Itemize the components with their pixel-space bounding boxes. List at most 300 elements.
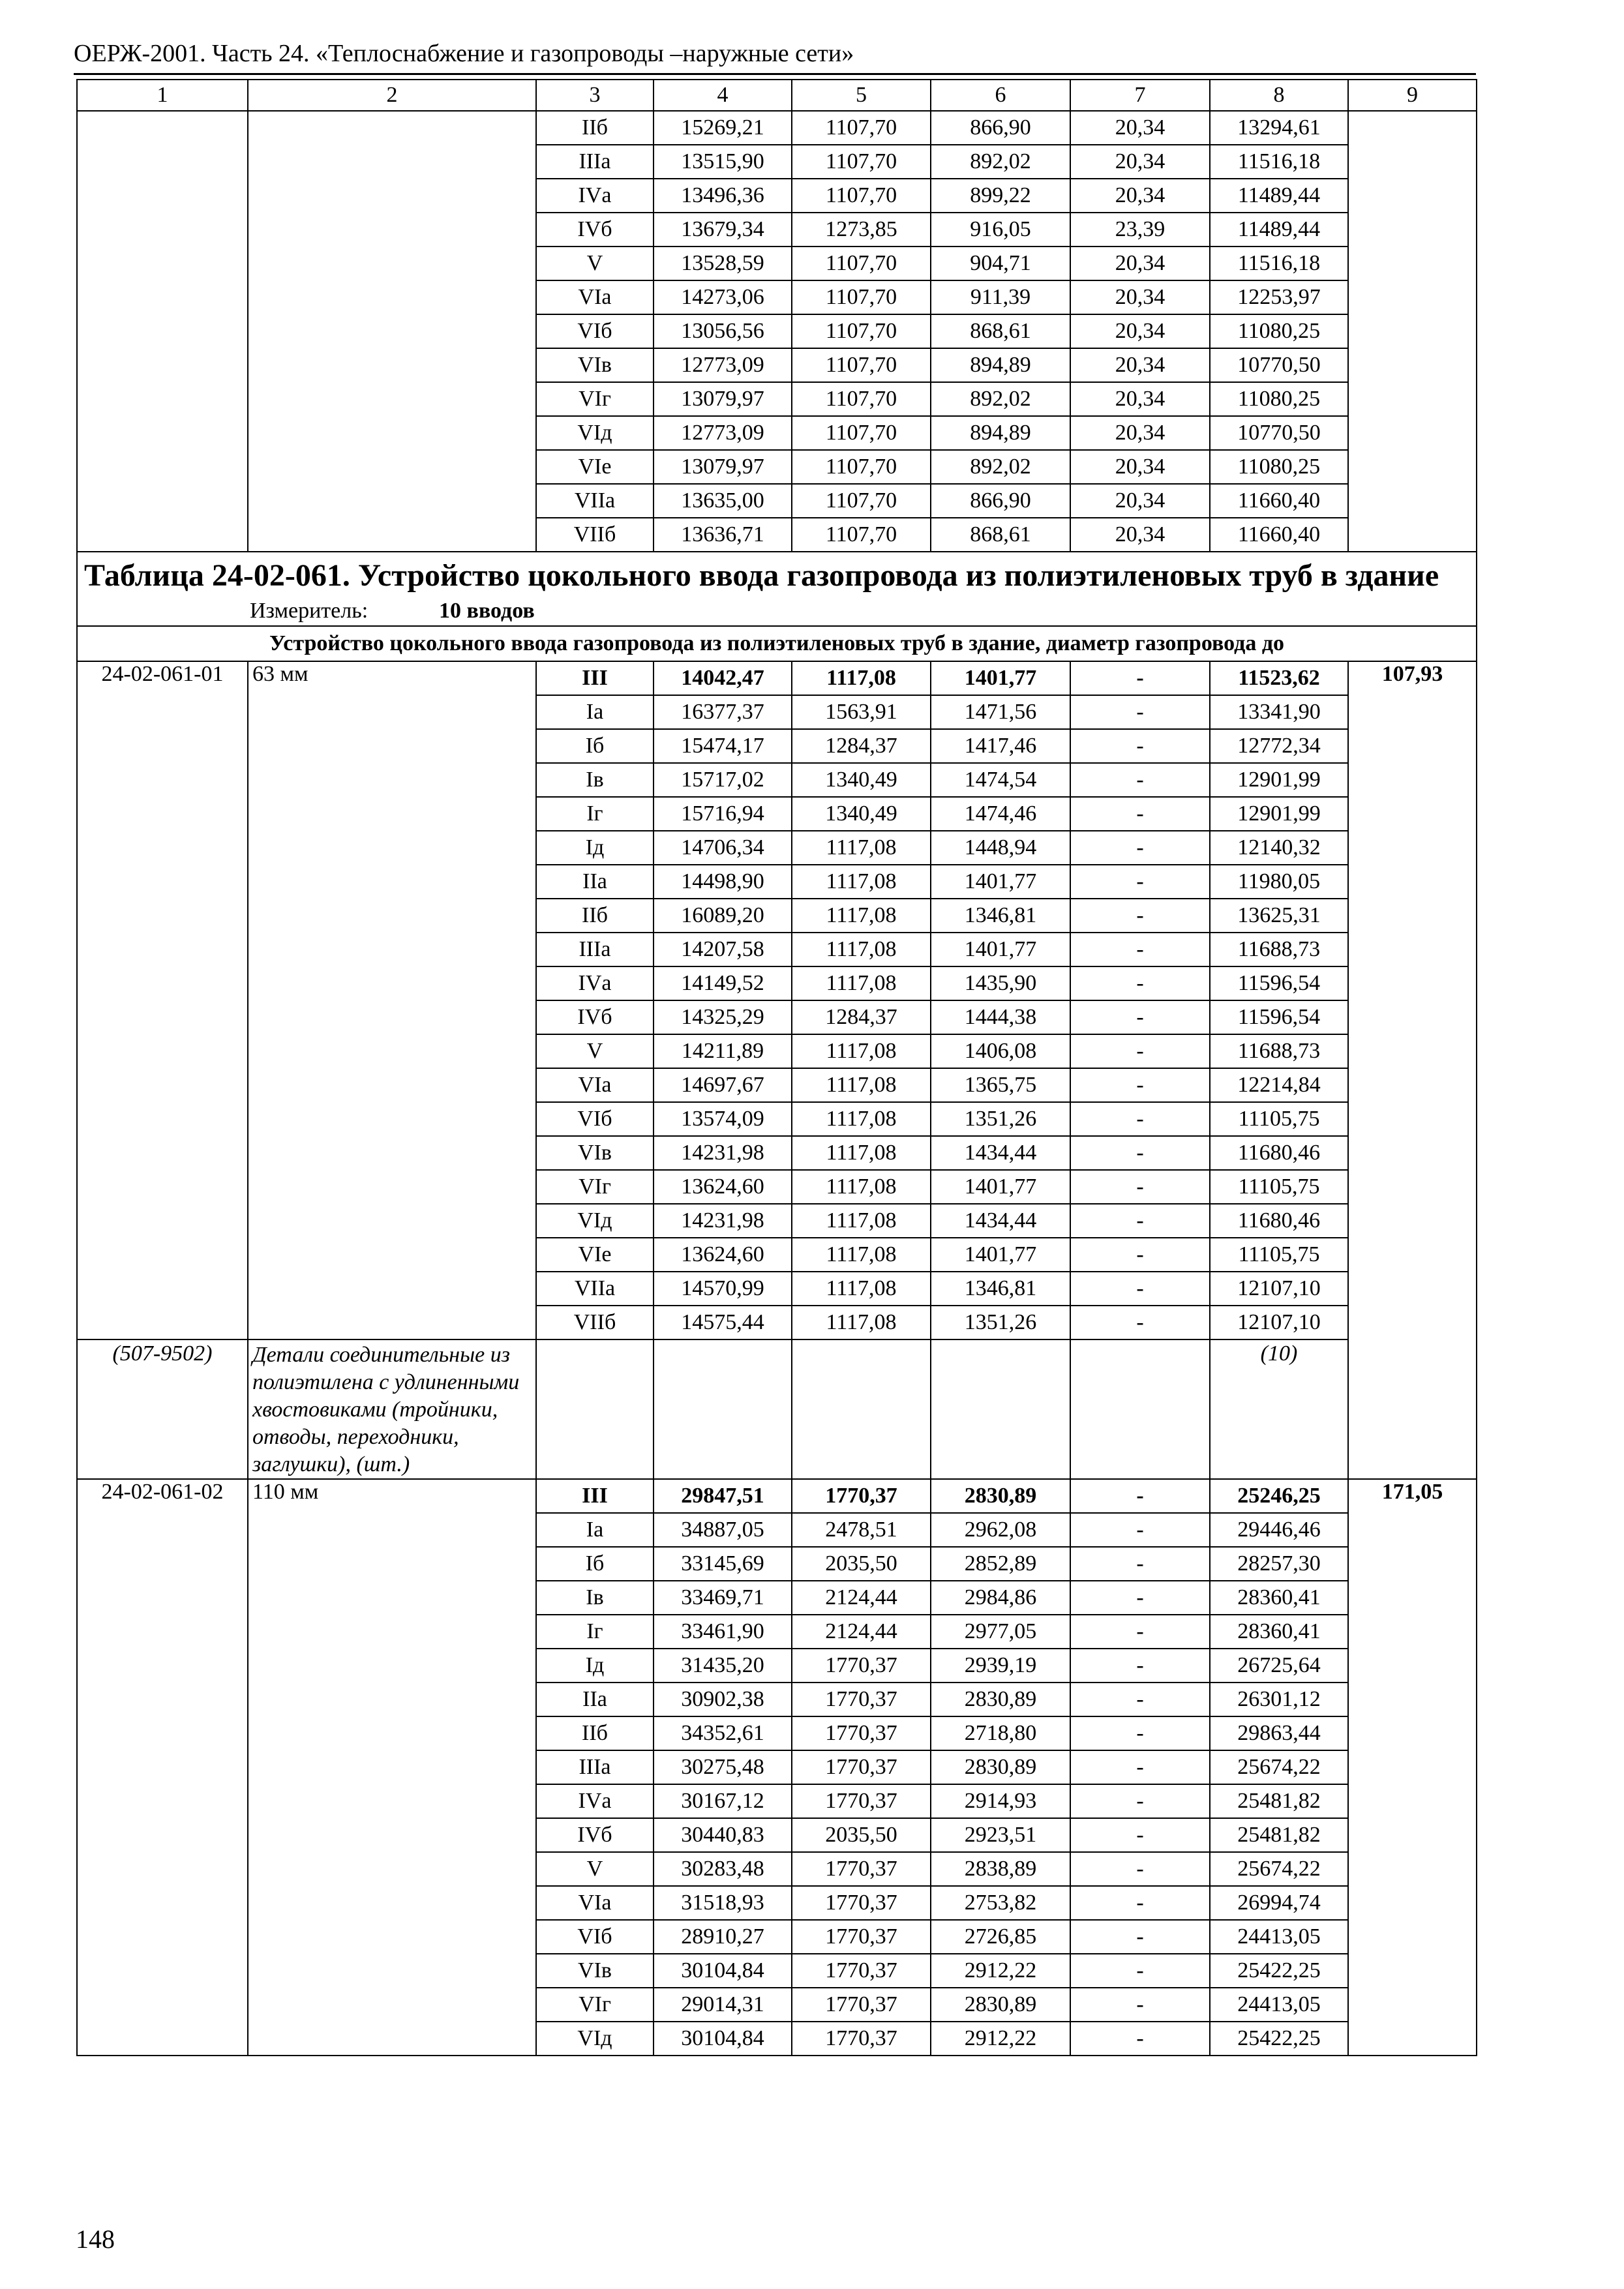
price-cell: 14575,44	[654, 1306, 792, 1339]
price-cell: 20,34	[1070, 179, 1210, 213]
price-cell: 11660,40	[1210, 484, 1348, 518]
price-cell: -	[1070, 729, 1210, 763]
price-cell: 34887,05	[654, 1513, 792, 1547]
zone-cell: IVб	[536, 1818, 654, 1852]
column-number: 2	[248, 80, 536, 111]
price-cell: -	[1070, 933, 1210, 966]
zone-cell: VIе	[536, 450, 654, 484]
price-cell: 899,22	[931, 179, 1070, 213]
price-cell: 1117,08	[792, 661, 931, 695]
price-cell: -	[1070, 1479, 1210, 1513]
resource-description: Детали соединительные из полиэтилена с удлиненными хвостовиками (тройники, отводы, переходники, заглушки), (шт.)	[248, 1339, 536, 1479]
price-cell: 2124,44	[792, 1581, 931, 1615]
price-cell: 2923,51	[931, 1818, 1070, 1852]
zone-cell: Iд	[536, 831, 654, 865]
price-cell: 11980,05	[1210, 865, 1348, 899]
zone-cell: Iв	[536, 1581, 654, 1615]
zone-cell: V	[536, 1852, 654, 1886]
item-row	[77, 661, 1477, 695]
item-row	[77, 1479, 1477, 1513]
zone-cell: VIг	[536, 382, 654, 416]
zone-cell: III	[536, 1479, 654, 1513]
zone-cell: VIд	[536, 1204, 654, 1238]
price-cell: 1107,70	[792, 314, 931, 348]
price-cell: 911,39	[931, 280, 1070, 314]
price-cell: 16089,20	[654, 899, 792, 933]
price-cell: 1346,81	[931, 899, 1070, 933]
price-cell: 25481,82	[1210, 1784, 1348, 1818]
price-cell: -	[1070, 1547, 1210, 1581]
price-cell: -	[1070, 797, 1210, 831]
price-cell: 1471,56	[931, 695, 1070, 729]
price-cell: 28910,27	[654, 1920, 792, 1954]
price-cell: -	[1070, 1068, 1210, 1102]
price-cell: -	[1070, 1136, 1210, 1170]
price-cell: -	[1070, 763, 1210, 797]
price-cell: 25422,25	[1210, 2022, 1348, 2056]
price-cell: -	[1070, 1886, 1210, 1920]
price-cell: 2984,86	[931, 1581, 1070, 1615]
price-cell: 20,34	[1070, 416, 1210, 450]
price-cell: 30283,48	[654, 1852, 792, 1886]
price-cell: 14149,52	[654, 966, 792, 1000]
price-cell: 13636,71	[654, 518, 792, 552]
price-cell: 1117,08	[792, 1204, 931, 1238]
zone-cell: IVа	[536, 966, 654, 1000]
price-cell: 16377,37	[654, 695, 792, 729]
column-number: 1	[77, 80, 248, 111]
price-cell: 11596,54	[1210, 1000, 1348, 1034]
price-cell: 20,34	[1070, 348, 1210, 382]
column-number: 4	[654, 80, 792, 111]
price-cell: 11080,25	[1210, 314, 1348, 348]
price-cell: 1117,08	[792, 1306, 931, 1339]
price-cell: 30440,83	[654, 1818, 792, 1852]
price-cell: 2962,08	[931, 1513, 1070, 1547]
price-cell: 1770,37	[792, 1920, 931, 1954]
price-cell: 1107,70	[792, 518, 931, 552]
price-cell: 2830,89	[931, 1479, 1070, 1513]
price-cell: 13341,90	[1210, 695, 1348, 729]
price-cell: 2035,50	[792, 1547, 931, 1581]
zone-cell: IIа	[536, 865, 654, 899]
price-cell: 14231,98	[654, 1136, 792, 1170]
price-cell: -	[1070, 899, 1210, 933]
price-cell: 2914,93	[931, 1784, 1070, 1818]
price-cell: 2852,89	[931, 1547, 1070, 1581]
zone-cell: IIIа	[536, 1750, 654, 1784]
price-cell: 2830,89	[931, 1683, 1070, 1716]
price-cell: 24413,05	[1210, 1920, 1348, 1954]
meter-label: Измеритель:	[250, 599, 368, 623]
price-cell: 29863,44	[1210, 1716, 1348, 1750]
price-cell: 26725,64	[1210, 1649, 1348, 1683]
price-cell: 14706,34	[654, 831, 792, 865]
price-cell: 11688,73	[1210, 933, 1348, 966]
price-cell: 11688,73	[1210, 1034, 1348, 1068]
price-cell: 1107,70	[792, 348, 931, 382]
price-cell: -	[1070, 1954, 1210, 1988]
price-cell: 15717,02	[654, 763, 792, 797]
price-cell: 2753,82	[931, 1886, 1070, 1920]
price-cell: -	[1070, 1272, 1210, 1306]
zone-cell: Iа	[536, 1513, 654, 1547]
price-cell: 20,34	[1070, 111, 1210, 145]
price-cell: 1117,08	[792, 1272, 931, 1306]
price-cell: 25674,22	[1210, 1852, 1348, 1886]
price-cell: 23,39	[1070, 213, 1210, 247]
price-cell: 29847,51	[654, 1479, 792, 1513]
price-cell: 1434,44	[931, 1204, 1070, 1238]
price-cell: 20,34	[1070, 145, 1210, 179]
zone-cell: VIв	[536, 1954, 654, 1988]
price-cell: 20,34	[1070, 484, 1210, 518]
meter-row	[77, 597, 1477, 626]
price-cell: -	[1070, 1238, 1210, 1272]
zone-cell: VIб	[536, 1102, 654, 1136]
price-cell: 2977,05	[931, 1615, 1070, 1649]
price-cell: 31435,20	[654, 1649, 792, 1683]
price-cell: 1770,37	[792, 2022, 931, 2056]
price-cell: 28257,30	[1210, 1547, 1348, 1581]
zone-cell: IIб	[536, 111, 654, 145]
item-code: 24-02-061-01	[77, 661, 248, 1339]
price-cell: 1474,54	[931, 763, 1070, 797]
price-cell: 1117,08	[792, 1068, 931, 1102]
continuation-row	[77, 111, 1477, 145]
price-cell: 1770,37	[792, 1750, 931, 1784]
price-cell: 1351,26	[931, 1102, 1070, 1136]
price-cell: 2726,85	[931, 1920, 1070, 1954]
price-cell: 1770,37	[792, 1649, 931, 1683]
price-cell: 13294,61	[1210, 111, 1348, 145]
meter-value: 10 вводов	[439, 599, 535, 623]
price-cell: -	[1070, 1852, 1210, 1886]
price-cell: 11080,25	[1210, 382, 1348, 416]
price-cell: 1770,37	[792, 1683, 931, 1716]
price-cell: 15716,94	[654, 797, 792, 831]
price-cell: -	[1070, 1306, 1210, 1339]
price-cell: -	[1070, 1649, 1210, 1683]
price-cell: 11516,18	[1210, 247, 1348, 280]
zone-cell: VIIа	[536, 484, 654, 518]
price-cell: 1406,08	[931, 1034, 1070, 1068]
price-cell: 1117,08	[792, 1238, 931, 1272]
price-cell: 26994,74	[1210, 1886, 1348, 1920]
price-cell: 1434,44	[931, 1136, 1070, 1170]
price-cell: 12140,32	[1210, 831, 1348, 865]
zone-cell: V	[536, 1034, 654, 1068]
price-cell: 30275,48	[654, 1750, 792, 1784]
zone-cell: V	[536, 247, 654, 280]
price-cell: 1107,70	[792, 247, 931, 280]
zone-cell: VIIа	[536, 1272, 654, 1306]
price-cell: -	[1070, 1581, 1210, 1615]
zone-cell: VIб	[536, 314, 654, 348]
price-cell: 1107,70	[792, 416, 931, 450]
price-cell: 868,61	[931, 518, 1070, 552]
price-cell: -	[1070, 661, 1210, 695]
price-cell: 2830,89	[931, 1988, 1070, 2022]
price-cell: 894,89	[931, 416, 1070, 450]
price-cell: 892,02	[931, 145, 1070, 179]
zone-cell: Iб	[536, 1547, 654, 1581]
price-cell: -	[1070, 1716, 1210, 1750]
zone-cell: IIIа	[536, 933, 654, 966]
empty-cell	[654, 1339, 792, 1479]
price-cell: -	[1070, 1683, 1210, 1716]
price-cell: 11660,40	[1210, 518, 1348, 552]
price-cell: 11516,18	[1210, 145, 1348, 179]
price-cell: -	[1070, 1170, 1210, 1204]
price-cell: -	[1070, 1920, 1210, 1954]
zone-cell: Iб	[536, 729, 654, 763]
price-cell: -	[1070, 865, 1210, 899]
price-cell: 12901,99	[1210, 797, 1348, 831]
empty-code-cell	[77, 111, 248, 552]
price-cell: 25422,25	[1210, 1954, 1348, 1988]
page-number: 148	[76, 2224, 115, 2254]
zone-cell: IVа	[536, 179, 654, 213]
zone-cell: IVб	[536, 213, 654, 247]
price-cell: 13079,97	[654, 450, 792, 484]
zone-cell: VIа	[536, 280, 654, 314]
zone-cell: VIв	[536, 348, 654, 382]
price-cell: 10770,50	[1210, 348, 1348, 382]
price-cell: 20,34	[1070, 450, 1210, 484]
price-cell: 11680,46	[1210, 1204, 1348, 1238]
price-cell: 11105,75	[1210, 1102, 1348, 1136]
table-title-row	[77, 552, 1477, 597]
price-cell: 1770,37	[792, 1886, 931, 1920]
price-cell: 25674,22	[1210, 1750, 1348, 1784]
zone-cell: IIб	[536, 1716, 654, 1750]
price-cell: 33461,90	[654, 1615, 792, 1649]
price-cell: 1107,70	[792, 111, 931, 145]
price-cell: 1107,70	[792, 145, 931, 179]
price-cell: 2718,80	[931, 1716, 1070, 1750]
price-cell: 20,34	[1070, 382, 1210, 416]
column-number: 9	[1348, 80, 1477, 111]
price-cell: 29446,46	[1210, 1513, 1348, 1547]
price-cell: 12253,97	[1210, 280, 1348, 314]
price-cell: 1117,08	[792, 966, 931, 1000]
price-cell: 13515,90	[654, 145, 792, 179]
price-cell: 13625,31	[1210, 899, 1348, 933]
price-cell: 1401,77	[931, 1238, 1070, 1272]
price-cell: -	[1070, 1818, 1210, 1852]
price-cell: 12214,84	[1210, 1068, 1348, 1102]
zone-cell: IIIа	[536, 145, 654, 179]
price-cell: -	[1070, 1988, 1210, 2022]
price-cell: 28360,41	[1210, 1581, 1348, 1615]
price-cell: 1117,08	[792, 1034, 931, 1068]
price-cell: 1346,81	[931, 1272, 1070, 1306]
price-cell: 1340,49	[792, 797, 931, 831]
price-cell: 34352,61	[654, 1716, 792, 1750]
header-rule	[74, 73, 1476, 75]
price-cell: 1351,26	[931, 1306, 1070, 1339]
price-cell: 1117,08	[792, 831, 931, 865]
price-cell: 1770,37	[792, 1716, 931, 1750]
price-cell: 1107,70	[792, 484, 931, 518]
price-cell: 14498,90	[654, 865, 792, 899]
price-cell: 1107,70	[792, 382, 931, 416]
zone-cell: IIа	[536, 1683, 654, 1716]
empty-cell	[792, 1339, 931, 1479]
price-cell: 13624,60	[654, 1238, 792, 1272]
price-cell: 1401,77	[931, 1170, 1070, 1204]
price-cell: 12901,99	[1210, 763, 1348, 797]
price-cell: 33469,71	[654, 1581, 792, 1615]
price-cell: 904,71	[931, 247, 1070, 280]
price-cell: 26301,12	[1210, 1683, 1348, 1716]
price-cell: 14570,99	[654, 1272, 792, 1306]
price-cell: 30902,38	[654, 1683, 792, 1716]
column-number-row	[77, 80, 1477, 111]
price-cell: 892,02	[931, 382, 1070, 416]
item-code: 24-02-061-02	[77, 1479, 248, 2056]
price-cell: 2830,89	[931, 1750, 1070, 1784]
price-cell: 30104,84	[654, 1954, 792, 1988]
item-labor: 107,93	[1348, 661, 1477, 1479]
zone-cell: Iа	[536, 695, 654, 729]
column-number: 7	[1070, 80, 1210, 111]
price-cell: 2478,51	[792, 1513, 931, 1547]
table-body	[77, 80, 1477, 2056]
zone-cell: VIб	[536, 1920, 654, 1954]
price-cell: 1448,94	[931, 831, 1070, 865]
price-cell: 866,90	[931, 111, 1070, 145]
note-row	[77, 1339, 1477, 1479]
price-cell: 14273,06	[654, 280, 792, 314]
price-cell: 1340,49	[792, 763, 931, 797]
price-cell: 12107,10	[1210, 1306, 1348, 1339]
rates-table	[76, 79, 1477, 2056]
price-cell: 12773,09	[654, 348, 792, 382]
zone-cell: VIIб	[536, 518, 654, 552]
price-cell: 15474,17	[654, 729, 792, 763]
column-number: 8	[1210, 80, 1348, 111]
meter	[77, 597, 1477, 626]
price-cell: 1284,37	[792, 1000, 931, 1034]
price-cell: 2912,22	[931, 1954, 1070, 1988]
price-cell: 868,61	[931, 314, 1070, 348]
price-cell: -	[1070, 1750, 1210, 1784]
price-cell: 2912,22	[931, 2022, 1070, 2056]
price-cell: 1770,37	[792, 1852, 931, 1886]
resource-code: (507-9502)	[77, 1339, 248, 1479]
zone-cell: IVб	[536, 1000, 654, 1034]
price-cell: 1117,08	[792, 933, 931, 966]
zone-cell: Iг	[536, 797, 654, 831]
subheader-row	[77, 626, 1477, 661]
zone-cell: Iв	[536, 763, 654, 797]
price-cell: 1770,37	[792, 1479, 931, 1513]
price-cell: 1417,46	[931, 729, 1070, 763]
price-cell: 13574,09	[654, 1102, 792, 1136]
column-number: 3	[536, 80, 654, 111]
empty-name-cell	[248, 111, 536, 552]
price-cell: 13079,97	[654, 382, 792, 416]
zone-cell: VIа	[536, 1886, 654, 1920]
price-cell: 20,34	[1070, 247, 1210, 280]
price-cell: 14042,47	[654, 661, 792, 695]
price-cell: 13679,34	[654, 213, 792, 247]
column-number: 6	[931, 80, 1070, 111]
resource-quantity: (10)	[1210, 1339, 1348, 1479]
table-title: Таблица 24-02-061. Устройство цокольного ввода газопровода из полиэтиленовых труб в здание	[77, 552, 1477, 597]
price-cell: 11080,25	[1210, 450, 1348, 484]
price-cell: -	[1070, 1784, 1210, 1818]
price-cell: 1474,46	[931, 797, 1070, 831]
price-cell: -	[1070, 695, 1210, 729]
price-cell: 1401,77	[931, 661, 1070, 695]
zone-cell: VIд	[536, 2022, 654, 2056]
price-cell: 14325,29	[654, 1000, 792, 1034]
price-cell: 1273,85	[792, 213, 931, 247]
price-cell: 1770,37	[792, 1954, 931, 1988]
price-cell: 1117,08	[792, 1102, 931, 1136]
price-cell: 30167,12	[654, 1784, 792, 1818]
empty-last-cell	[1348, 111, 1477, 552]
price-cell: 14697,67	[654, 1068, 792, 1102]
zone-cell: III	[536, 661, 654, 695]
price-cell: 1284,37	[792, 729, 931, 763]
price-cell: 1770,37	[792, 1988, 931, 2022]
price-cell: 2939,19	[931, 1649, 1070, 1683]
price-cell: 12773,09	[654, 416, 792, 450]
price-cell: 13624,60	[654, 1170, 792, 1204]
price-cell: 11105,75	[1210, 1170, 1348, 1204]
price-cell: 20,34	[1070, 280, 1210, 314]
price-cell: -	[1070, 1204, 1210, 1238]
price-cell: 1107,70	[792, 179, 931, 213]
price-cell: 1770,37	[792, 1784, 931, 1818]
zone-cell: VIIб	[536, 1306, 654, 1339]
price-cell: 2035,50	[792, 1818, 931, 1852]
price-cell: 11680,46	[1210, 1136, 1348, 1170]
column-number: 5	[792, 80, 931, 111]
price-cell: -	[1070, 1000, 1210, 1034]
empty-cell	[1070, 1339, 1210, 1479]
zone-cell: VIв	[536, 1136, 654, 1170]
price-cell: -	[1070, 831, 1210, 865]
price-cell: 13635,00	[654, 484, 792, 518]
table-subheader: Устройство цокольного ввода газопровода из полиэтиленовых труб в здание, диаметр газопровода до	[77, 626, 1477, 661]
empty-cell	[536, 1339, 654, 1479]
price-cell: 1365,75	[931, 1068, 1070, 1102]
price-cell: 10770,50	[1210, 416, 1348, 450]
item-name: 110 мм	[248, 1479, 536, 2056]
zone-cell: IVа	[536, 1784, 654, 1818]
price-cell: 14207,58	[654, 933, 792, 966]
price-cell: -	[1070, 2022, 1210, 2056]
price-cell: 24413,05	[1210, 1988, 1348, 2022]
price-cell: 894,89	[931, 348, 1070, 382]
price-cell: 1107,70	[792, 450, 931, 484]
price-cell: -	[1070, 1513, 1210, 1547]
zone-cell: Iг	[536, 1615, 654, 1649]
price-cell: 12107,10	[1210, 1272, 1348, 1306]
price-cell: -	[1070, 1615, 1210, 1649]
price-cell: 20,34	[1070, 518, 1210, 552]
zone-cell: IIб	[536, 899, 654, 933]
price-cell: 1401,77	[931, 933, 1070, 966]
price-cell: -	[1070, 966, 1210, 1000]
price-cell: 20,34	[1070, 314, 1210, 348]
price-cell: 866,90	[931, 484, 1070, 518]
